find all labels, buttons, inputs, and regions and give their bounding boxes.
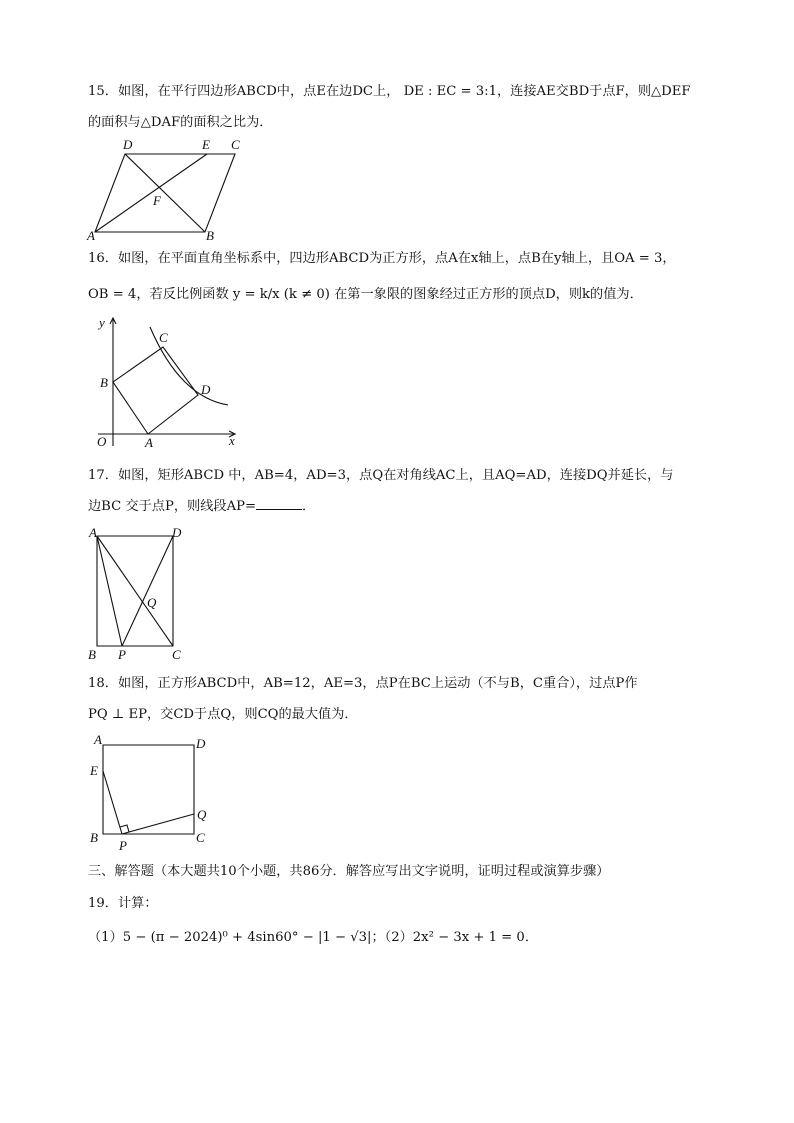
label-b: B [100, 375, 108, 390]
q19-title: 19．计算： [88, 896, 158, 911]
label-b: B [206, 228, 214, 243]
label-p: P [119, 838, 127, 853]
q17-rectangle-figure [84, 524, 194, 664]
q15-parallelogram-figure [85, 135, 255, 243]
q18-text-line2: PQ ⊥ EP，交CD于点Q，则CQ的最大值为． [88, 707, 358, 722]
label-c: C [172, 647, 181, 662]
label-e: E [90, 763, 98, 778]
segment-ep [103, 771, 122, 834]
q17-text-prefix: 边BC 交于点P，则线段AP= [88, 499, 257, 514]
label-a: A [89, 525, 97, 540]
label-f: F [153, 193, 161, 208]
segment-ap [97, 536, 122, 646]
q16-coordinate-figure [90, 312, 250, 452]
segment-bd [125, 154, 205, 232]
label-a: A [145, 435, 153, 450]
label-q: Q [197, 807, 207, 822]
label-e: E [202, 137, 210, 152]
label-c: C [159, 330, 168, 345]
q15-text-line1: 15．如图，在平行四边形ABCD中，点E在边DC上， DE : EC = 3:1，连接AE交BD于点F，则△DEF [88, 84, 691, 99]
label-b: B [88, 647, 96, 662]
q16-text-line2: OB = 4，若反比例函数 y = k/x (k ≠ 0) 在第一象限的图象经过正方形的顶点D，则k的值为． [88, 287, 643, 302]
q17-text-suffix: ． [302, 499, 316, 514]
label-d: D [201, 382, 211, 397]
q18-text-line1: 18．如图，正方形ABCD中，AB=12，AE=3，点P在BC上运动（不与B，C重合），过点P作 [88, 676, 638, 691]
section-three-heading: 三、解答题（本大题共10个小题，共86分．解答应写出文字说明，证明过程或演算步骤） [88, 864, 610, 879]
segment-ae [95, 154, 207, 232]
label-c: C [196, 830, 205, 845]
label-y: y [99, 315, 105, 330]
label-p: P [118, 647, 126, 662]
square-abcd [113, 347, 198, 434]
label-d: D [172, 525, 182, 540]
label-d: D [196, 736, 206, 751]
label-b: B [90, 830, 98, 845]
q17-text-line1: 17．如图，矩形ABCD 中，AB=4，AD=3，点Q在对角线AC上，且AQ=AD，连接DQ并延长，与 [88, 468, 674, 483]
label-x: x [229, 433, 235, 448]
q17-text-line2 [88, 497, 315, 517]
label-a: A [87, 228, 95, 243]
q16-text-line1: 16．如图，在平面直角坐标系中，四边形ABCD为正方形，点A在x轴上，点B在y轴上，且OA = 3， [88, 251, 676, 266]
diagonal-ac [97, 536, 173, 646]
q18-square-figure [84, 730, 224, 860]
square-abcd [103, 745, 194, 834]
answer-blank [256, 497, 302, 510]
segment-dp [122, 536, 173, 646]
label-d: D [123, 137, 133, 152]
label-q: Q [147, 595, 157, 610]
segment-pq [122, 814, 194, 834]
q15-text-line2: 的面积与△DAF的面积之比为． [88, 115, 273, 130]
label-c: C [231, 137, 240, 152]
q19-expressions: （1）5 − (π − 2024)⁰ + 4sin60° − |1 − √3|；（2）2x² − 3x + 1 = 0． [88, 930, 539, 945]
label-o: O [97, 434, 107, 449]
label-a: A [94, 732, 102, 747]
